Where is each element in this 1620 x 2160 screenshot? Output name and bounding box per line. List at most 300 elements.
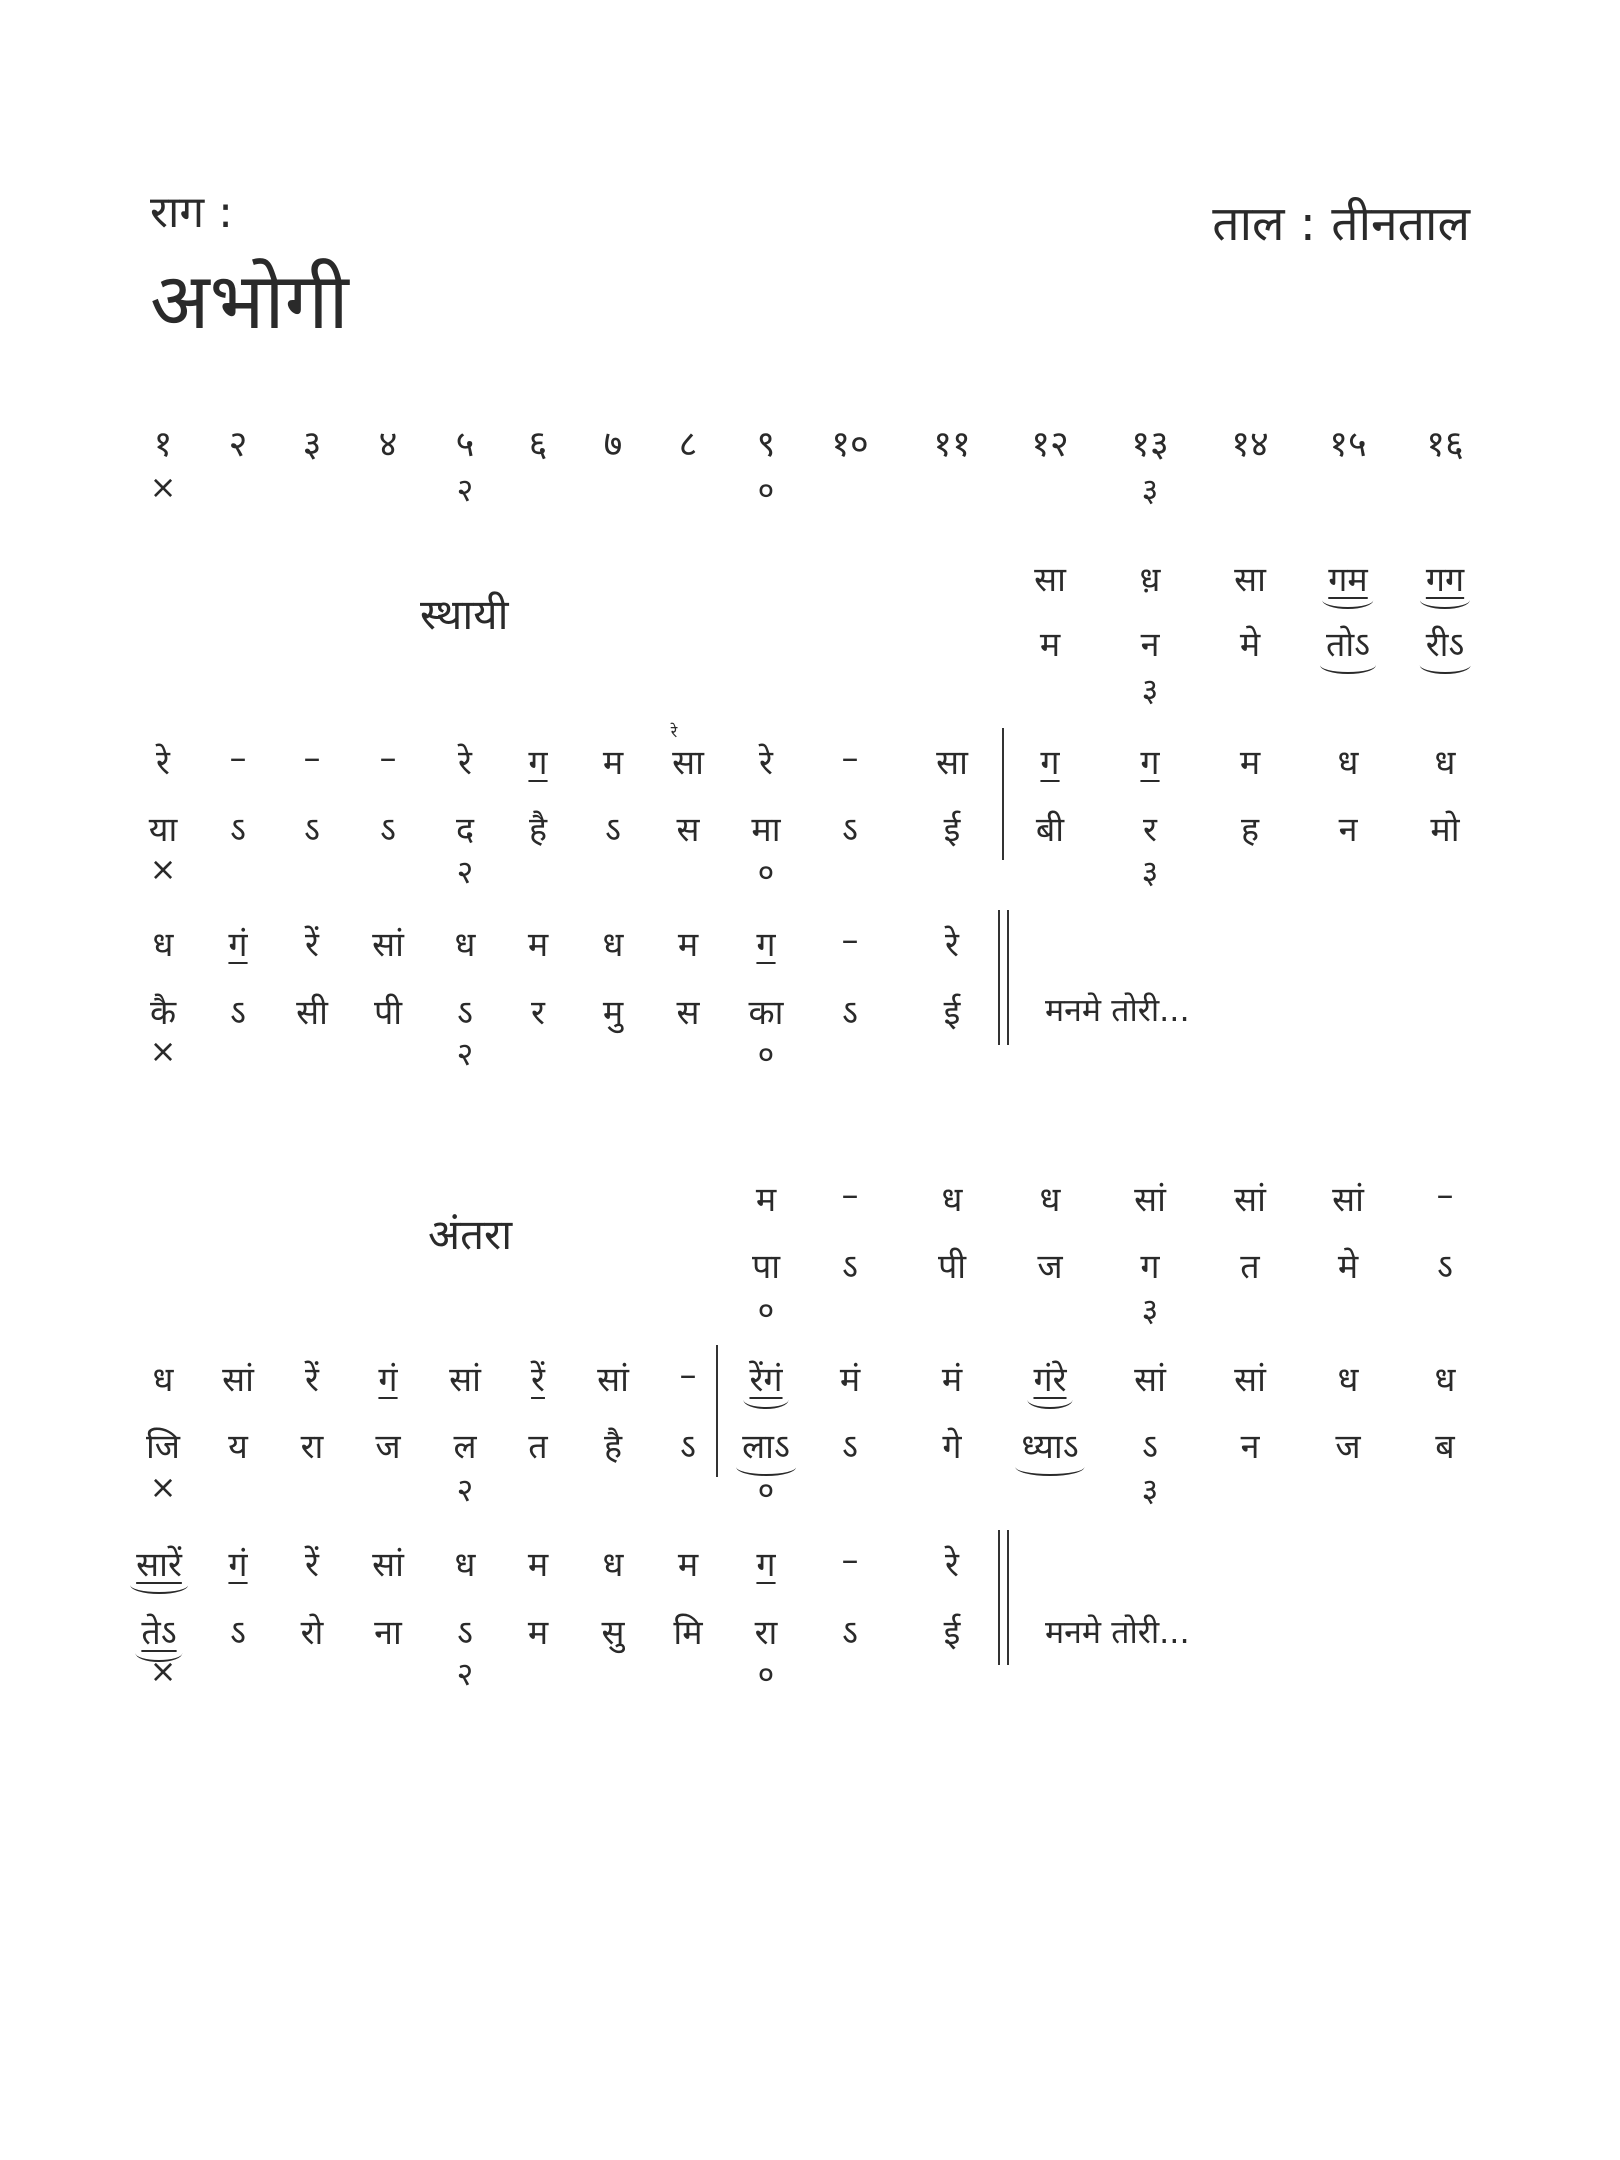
taal-marker-text: ३: [1141, 671, 1159, 709]
bol-text: रा: [300, 1427, 324, 1467]
swar: [156, 738, 170, 784]
swar: [842, 738, 859, 778]
bol: [230, 988, 246, 1034]
bol: [1143, 805, 1157, 851]
swar-text: सां: [1234, 1360, 1266, 1400]
beat-marker-text: ३: [1141, 471, 1159, 509]
beat-number: [679, 418, 698, 467]
beat-number-text: ९: [756, 424, 776, 465]
meend-arc: [1015, 1458, 1084, 1476]
bol: [742, 1422, 790, 1468]
taal-marker-text: ०: [757, 853, 775, 891]
bol-text: है: [603, 1427, 623, 1467]
swar: [603, 738, 623, 784]
swar-text: म: [755, 1180, 777, 1220]
swar: [1040, 738, 1059, 784]
vibhag-bar: [1002, 728, 1004, 860]
bol-text: ज: [1037, 1247, 1063, 1287]
swar-text: –: [841, 1175, 859, 1215]
swar-text: ध: [1337, 1360, 1359, 1400]
taal-marker: [457, 850, 474, 893]
bol-text: ऽ: [230, 993, 246, 1033]
bol: [603, 988, 623, 1034]
bol: [453, 1422, 476, 1468]
bol: [1241, 805, 1259, 851]
swar-text: रे: [759, 743, 773, 783]
taal-marker: [1142, 668, 1159, 711]
bol-text: ई: [943, 1613, 961, 1653]
beat-number: [757, 418, 776, 467]
swar-text: म: [602, 743, 624, 783]
bol-text: मा: [751, 810, 781, 850]
meend-arc: [1320, 656, 1376, 674]
bol: [1021, 1422, 1078, 1468]
bol: [842, 1608, 858, 1654]
swar-text: गग: [1425, 560, 1465, 600]
swar: [749, 1355, 782, 1401]
taal-marker-text: २: [456, 853, 474, 891]
swar-text: रेंगं: [749, 1360, 783, 1400]
swar-text: ग: [756, 925, 776, 965]
beat-number-text: १६: [1426, 424, 1464, 465]
bol-text: म: [527, 1613, 549, 1653]
swar-text: गंरे: [1033, 1360, 1067, 1400]
bol: [301, 1608, 324, 1654]
beat-marker: [758, 468, 775, 511]
swar: [458, 738, 472, 784]
bol: [751, 805, 780, 851]
swar-text: ध: [1039, 1180, 1061, 1220]
beat-number: [154, 418, 173, 467]
beat-number-text: १०: [831, 424, 869, 465]
swar: [1134, 1355, 1166, 1401]
taal-marker: [457, 1032, 474, 1075]
bol: [842, 805, 858, 851]
swar-text: ग: [1040, 743, 1060, 783]
taal-marker: [150, 1468, 177, 1506]
swar: [597, 1355, 629, 1401]
bol-text: न: [1140, 625, 1160, 665]
swar: [1240, 738, 1260, 784]
beat-number: [379, 418, 398, 467]
swar-text: रें: [305, 1545, 319, 1585]
taal-label: ताल : तीनताल: [1212, 196, 1470, 252]
bol: [755, 1608, 778, 1654]
swar-text: मं: [839, 1360, 861, 1400]
bol: [842, 1422, 858, 1468]
bol-text: य: [228, 1427, 248, 1467]
antara-title: अंतरा: [428, 1210, 513, 1259]
bol-text: द: [455, 810, 475, 850]
bol-text: ऽ: [842, 1247, 858, 1287]
bol-text: मे: [1337, 1247, 1359, 1287]
bol: [374, 1608, 402, 1654]
vibhag-bar: [716, 1345, 718, 1477]
bol: [677, 988, 700, 1034]
beat-number-text: ८: [678, 424, 698, 465]
beat-number-text: ५: [455, 424, 475, 465]
meend-arc: [1420, 591, 1470, 609]
taal-marker-text: ×: [149, 1032, 177, 1070]
bol-text: ऽ: [842, 993, 858, 1033]
swar: [842, 1175, 859, 1215]
taal-marker: [758, 1288, 775, 1331]
swar: [228, 920, 247, 966]
bol: [752, 1242, 780, 1288]
taal-marker: [1142, 1468, 1159, 1511]
swar: [528, 1540, 548, 1586]
swar: [756, 1175, 776, 1221]
bol-text: ऽ: [1437, 1247, 1453, 1287]
taal-marker: [1142, 1288, 1159, 1331]
swar-text: रे: [156, 743, 170, 783]
bol-text: पा: [751, 1247, 781, 1287]
swar: [380, 738, 397, 778]
bol-text: ध्याऽ: [1021, 1427, 1079, 1467]
bol-text: त: [1240, 1247, 1260, 1287]
swar: [1140, 738, 1159, 784]
bol: [375, 1422, 400, 1468]
bol: [529, 805, 547, 851]
bol: [228, 1422, 248, 1468]
swar-text: ध़: [1139, 560, 1161, 600]
antara-continuation: मनमे तोरी...: [1045, 1613, 1190, 1651]
bol: [301, 1422, 324, 1468]
bol: [374, 988, 402, 1034]
bol: [457, 1608, 473, 1654]
bol: [1037, 1242, 1062, 1288]
swar-text: ध: [454, 1545, 476, 1585]
swar: [678, 920, 698, 966]
bol-text: ऽ: [457, 1613, 473, 1653]
swar: [531, 1355, 545, 1401]
taal-marker-text: ०: [757, 1655, 775, 1693]
bol-text: रो: [300, 1613, 324, 1653]
bol-text: स: [676, 810, 700, 850]
bol-text: ऽ: [680, 1427, 696, 1467]
swar-text: गं: [228, 1545, 248, 1585]
swar: [1426, 555, 1464, 601]
bol: [942, 1422, 961, 1468]
bol-text: गे: [942, 1427, 962, 1467]
swar-text: म: [527, 925, 549, 965]
bol-text: मि: [673, 1613, 703, 1653]
bol-text: न: [1338, 810, 1358, 850]
bol: [230, 805, 246, 851]
swar: [1435, 1355, 1456, 1401]
bol-text: त: [528, 1427, 548, 1467]
swar-text: ध: [941, 1180, 963, 1220]
bol: [531, 988, 545, 1034]
bol-text: मे: [1239, 625, 1261, 665]
bol: [605, 805, 621, 851]
swar: [228, 1540, 247, 1586]
bol: [1241, 1422, 1260, 1468]
bol: [673, 1608, 702, 1654]
swar-text: सां: [372, 925, 404, 965]
taal-marker: [758, 850, 775, 893]
swar-text: गम: [1328, 560, 1368, 600]
bol: [149, 805, 178, 851]
beat-number-text: ११: [933, 424, 971, 465]
bol: [1430, 805, 1459, 851]
bol: [1339, 805, 1358, 851]
bol-text: म: [1039, 625, 1061, 665]
swar: [378, 1355, 397, 1401]
bol-text: ह: [1240, 810, 1260, 850]
swar-text: सा: [672, 743, 704, 783]
bol-text: मो: [1430, 810, 1460, 850]
beat-number-text: १५: [1329, 424, 1367, 465]
bol: [304, 805, 320, 851]
swar-text: –: [679, 1355, 697, 1395]
bol-text: कै: [149, 993, 177, 1033]
bol-text: है: [528, 810, 548, 850]
double-bar: [998, 1530, 1009, 1665]
bol-text: रीऽ: [1425, 625, 1465, 665]
bol: [602, 1608, 625, 1654]
swar: [756, 920, 775, 966]
taal-marker: [150, 850, 177, 888]
bol-text: ऽ: [605, 810, 621, 850]
swar-text: सां: [1332, 1180, 1364, 1220]
swar-text: सां: [372, 1545, 404, 1585]
swar: [1338, 738, 1359, 784]
bol: [150, 988, 176, 1034]
swar-text: सां: [449, 1360, 481, 1400]
swar: [678, 1540, 698, 1586]
bol: [1326, 620, 1370, 666]
swar: [942, 1175, 963, 1221]
taal-marker-text: ३: [1141, 1471, 1159, 1509]
bol: [1437, 1242, 1453, 1288]
bol-text: या: [148, 810, 178, 850]
taal-marker-text: ३: [1141, 853, 1159, 891]
bol: [1240, 1242, 1259, 1288]
beat-number: [1231, 418, 1268, 467]
swar: [305, 1540, 319, 1586]
swar-text: म: [677, 1545, 699, 1585]
swar-text: –: [841, 1540, 859, 1580]
bol: [1141, 620, 1160, 666]
bol-text: ज: [1335, 1427, 1361, 1467]
bol-text: मु: [602, 993, 624, 1033]
bol: [296, 988, 328, 1034]
bol-text: ई: [943, 993, 961, 1033]
swar: [153, 1355, 174, 1401]
swar: [528, 920, 548, 966]
bol-text: ग: [1140, 1247, 1160, 1287]
swar: [672, 738, 704, 784]
swar-text: सा: [1034, 560, 1066, 600]
taal-marker-text: ०: [757, 1291, 775, 1329]
taal-marker: [457, 1652, 474, 1695]
bol-text: सु: [601, 1613, 625, 1653]
swar-text: ध: [1337, 743, 1359, 783]
bol-text: सी: [296, 993, 328, 1033]
beat-marker-text: ०: [757, 471, 775, 509]
swar: [1332, 1175, 1364, 1221]
bol: [457, 988, 473, 1034]
bol: [842, 1242, 858, 1288]
taal-marker-text: ×: [149, 1468, 177, 1506]
bol: [944, 1608, 961, 1654]
beat-number-text: १२: [1031, 424, 1069, 465]
swar: [945, 920, 959, 966]
swar-text: ध: [152, 925, 174, 965]
swar-text: –: [1436, 1175, 1454, 1215]
double-bar: [998, 910, 1009, 1045]
beat-number: [529, 418, 548, 467]
bol: [1435, 1422, 1454, 1468]
taal-marker: [1142, 850, 1159, 893]
bol-text: रा: [754, 1613, 778, 1653]
meend-arc: [135, 1644, 182, 1662]
swar: [1234, 1355, 1266, 1401]
swar: [305, 1355, 319, 1401]
taal-marker: [457, 1468, 474, 1511]
swar-text: –: [303, 738, 321, 778]
swar-text: गं: [228, 925, 248, 965]
taal-marker-text: ०: [757, 1035, 775, 1073]
swar: [153, 920, 174, 966]
beat-number-text: १३: [1131, 424, 1169, 465]
bol: [1335, 1422, 1360, 1468]
bol-text: बी: [1035, 810, 1065, 850]
taal-marker: [150, 1652, 177, 1690]
bol: [677, 805, 700, 851]
beat-number-text: १४: [1231, 424, 1269, 465]
bol-text: का: [748, 993, 784, 1033]
beat-marker-text: ×: [149, 468, 177, 506]
swar: [680, 1355, 697, 1395]
taal-marker: [758, 1468, 775, 1511]
swar: [1140, 555, 1161, 601]
bol-text: र: [531, 993, 545, 1033]
beat-number: [1329, 418, 1366, 467]
swar-text: ग: [1140, 743, 1160, 783]
bol: [141, 1608, 176, 1654]
swar: [455, 1540, 476, 1586]
swar: [942, 1355, 962, 1401]
swar: [1435, 738, 1456, 784]
bol: [680, 1422, 696, 1468]
taal-marker-text: २: [456, 1655, 474, 1693]
swar-text: ग: [528, 743, 548, 783]
taal-marker-text: २: [456, 1035, 474, 1073]
bol: [1240, 620, 1260, 666]
bol: [528, 1608, 548, 1654]
beat-number: [303, 418, 322, 467]
bol: [842, 988, 858, 1034]
bol-text: पी: [373, 993, 403, 1033]
beat-number-text: ६: [528, 424, 548, 465]
kan-swar: [671, 720, 678, 742]
taal-marker-text: ३: [1141, 1291, 1159, 1329]
swar-text: ध: [602, 1545, 624, 1585]
swar-text: सा: [936, 743, 968, 783]
bol: [528, 1422, 547, 1468]
swar-text: ध: [1434, 743, 1456, 783]
swar-text: ध: [454, 925, 476, 965]
swar-text: म: [677, 925, 699, 965]
beat-number: [604, 418, 623, 467]
meend-arc: [1322, 591, 1373, 609]
swar-text: –: [841, 738, 859, 778]
swar-text: रे: [945, 1545, 959, 1585]
swar: [230, 738, 247, 778]
taal-marker-text: ×: [149, 1652, 177, 1690]
bol: [604, 1422, 622, 1468]
swar-text: रें: [531, 1360, 545, 1400]
bol-text: ज: [375, 1427, 401, 1467]
bol: [938, 1242, 966, 1288]
taal-marker: [758, 1652, 775, 1695]
taal-marker-text: २: [456, 1471, 474, 1509]
swar: [1234, 1175, 1266, 1221]
bol-text: ऽ: [457, 993, 473, 1033]
swar: [936, 738, 968, 784]
bol-text: ऽ: [1142, 1427, 1158, 1467]
beat-number-text: ७: [603, 424, 623, 465]
swar: [528, 738, 547, 784]
swar: [1234, 555, 1266, 601]
bol: [230, 1608, 246, 1654]
swar-text: रें: [305, 925, 319, 965]
bol: [749, 988, 784, 1034]
taal-marker: [758, 1032, 775, 1075]
swar: [1437, 1175, 1454, 1215]
swar-text: सां: [1234, 1180, 1266, 1220]
swar: [1040, 1175, 1061, 1221]
swar-text: –: [379, 738, 397, 778]
swar-text: सां: [1134, 1180, 1166, 1220]
beat-marker: [457, 468, 474, 511]
swar: [1034, 555, 1066, 601]
bol-text: न: [1240, 1427, 1260, 1467]
beat-number: [933, 418, 970, 467]
swar-text: गं: [378, 1360, 398, 1400]
bol-text: पी: [937, 1247, 967, 1287]
swar: [842, 920, 859, 960]
taal-marker-text: ०: [757, 1471, 775, 1509]
swar-text: ग: [756, 1545, 776, 1585]
swar-text: सां: [597, 1360, 629, 1400]
bol: [146, 1422, 180, 1468]
beat-number-text: ३: [302, 424, 322, 465]
sthayi-title: स्थायी: [420, 590, 509, 639]
swar: [1134, 1175, 1166, 1221]
bol-text: ऽ: [304, 810, 320, 850]
swar-text: ध: [152, 1360, 174, 1400]
bol-text: ऽ: [230, 1613, 246, 1653]
swar-text: म: [1239, 743, 1261, 783]
bol: [1142, 1422, 1158, 1468]
bol-text: ल: [453, 1427, 477, 1467]
swar: [945, 1540, 959, 1586]
raga-name: अभोगी: [150, 257, 349, 347]
bol-text: ना: [374, 1613, 402, 1653]
swar: [222, 1355, 254, 1401]
bol: [1426, 620, 1465, 666]
meend-arc: [1420, 656, 1471, 674]
beat-number-text: १: [153, 424, 173, 465]
swar: [756, 1540, 775, 1586]
meend-arc: [130, 1576, 188, 1594]
beat-marker: [1142, 468, 1159, 511]
swar-text: मं: [941, 1360, 963, 1400]
beat-number-text: ४: [378, 424, 398, 465]
